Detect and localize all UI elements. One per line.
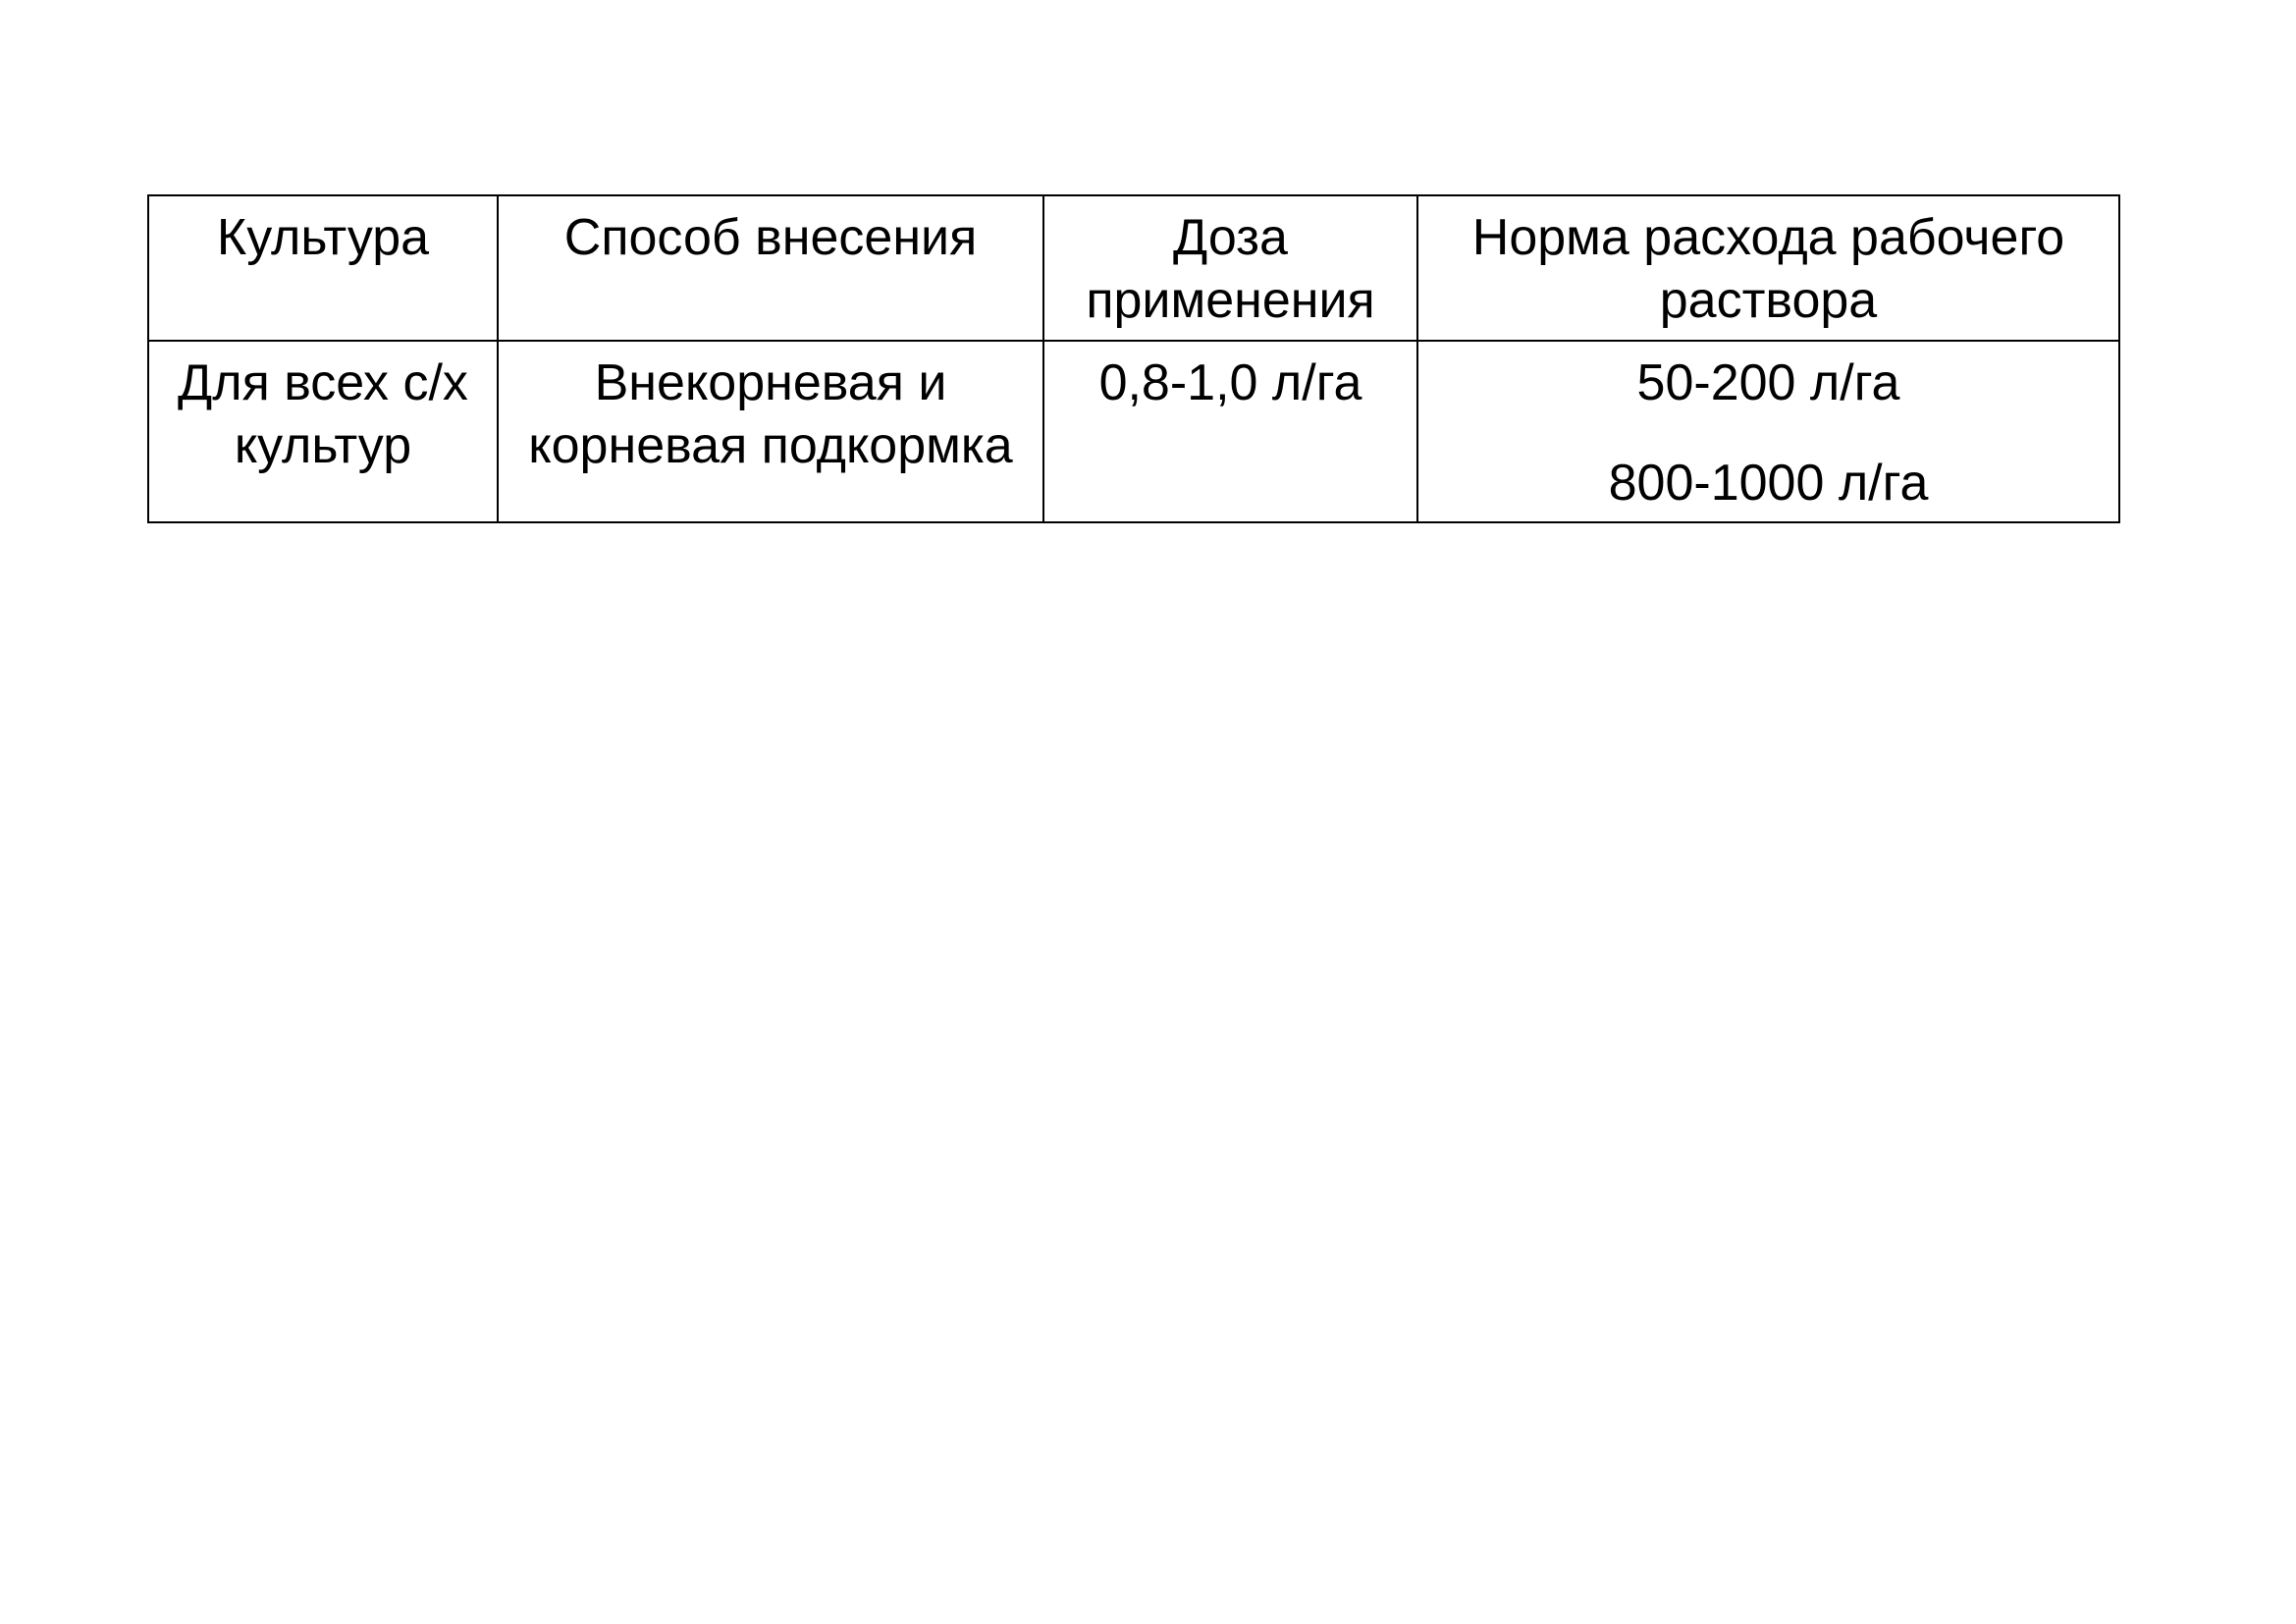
dosage-table (147, 194, 2120, 523)
cell-dose (1043, 341, 1417, 522)
dose-value: 0,8-1,0 л/га (1098, 354, 1362, 411)
cell-rate (1417, 341, 2119, 522)
header-dose-line-2: применения (1086, 272, 1375, 329)
header-rate (1417, 195, 2119, 341)
header-rate-line-1: Норма расхода рабочего (1471, 209, 2065, 266)
method-line-2: корневая подкормка (528, 417, 1013, 474)
rate-value-1: 50-200 л/га (1636, 354, 1900, 411)
header-rate-line-2: раствора (1659, 272, 1878, 329)
method-line-1: Внекорневая и (594, 354, 947, 411)
header-dose (1043, 195, 1417, 341)
header-method (498, 195, 1043, 341)
table-row (148, 341, 2119, 522)
header-crop-text: Культура (216, 209, 430, 266)
header-dose-line-1: Доза (1173, 209, 1288, 266)
rate-value-2: 800-1000 л/га (1608, 455, 1929, 512)
crop-line-2: культур (234, 417, 412, 474)
cell-method (498, 341, 1043, 522)
table-header-row (148, 195, 2119, 341)
header-method-text: Способ внесения (563, 209, 978, 266)
cell-crop (148, 341, 498, 522)
crop-line-1: Для всех с/х (178, 354, 468, 411)
header-crop (148, 195, 498, 341)
